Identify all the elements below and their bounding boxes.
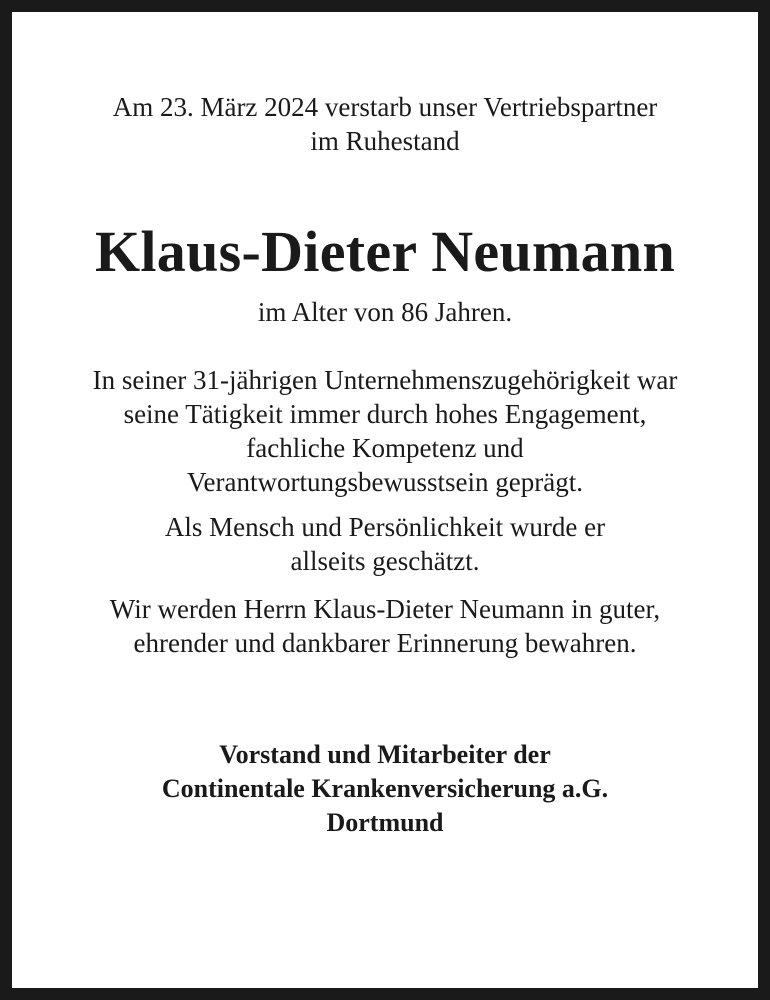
deceased-name: Klaus-Dieter Neumann	[94, 219, 676, 284]
tribute-paragraph-person	[12, 510, 758, 578]
intro-line: im Ruhestand	[310, 126, 460, 156]
paragraph-line: seine Tätigkeit immer durch hohes Engagement,	[123, 399, 647, 429]
intro-text	[12, 90, 758, 158]
intro-line: Am 23. März 2024 verstarb unser Vertriebspartner	[112, 92, 658, 122]
signature-block	[12, 738, 758, 840]
tribute-paragraph-career	[12, 363, 758, 499]
paragraph-line: allseits geschätzt.	[290, 546, 480, 576]
paragraph-line: Wir werden Herrn Klaus-Dieter Neumann in guter,	[109, 594, 661, 624]
paragraph-line: ehrender und dankbarer Erinnerung bewahren.	[133, 628, 637, 658]
paragraph-line: In seiner 31-jährigen Unternehmenszugehörigkeit war	[92, 365, 678, 395]
paragraph-line: Als Mensch und Persönlichkeit wurde er	[164, 512, 606, 542]
paragraph-line: fachliche Kompetenz und	[246, 433, 524, 463]
age-line: im Alter von 86 Jahren.	[257, 297, 513, 327]
paragraph-line: Verantwortungsbewusstsein geprägt.	[187, 467, 583, 497]
signature-line: Vorstand und Mitarbeiter der	[219, 740, 551, 769]
signature-line: Dortmund	[326, 808, 444, 837]
tribute-paragraph-remembrance	[12, 592, 758, 660]
signature-line: Continentale Krankenversicherung a.G.	[161, 774, 609, 803]
